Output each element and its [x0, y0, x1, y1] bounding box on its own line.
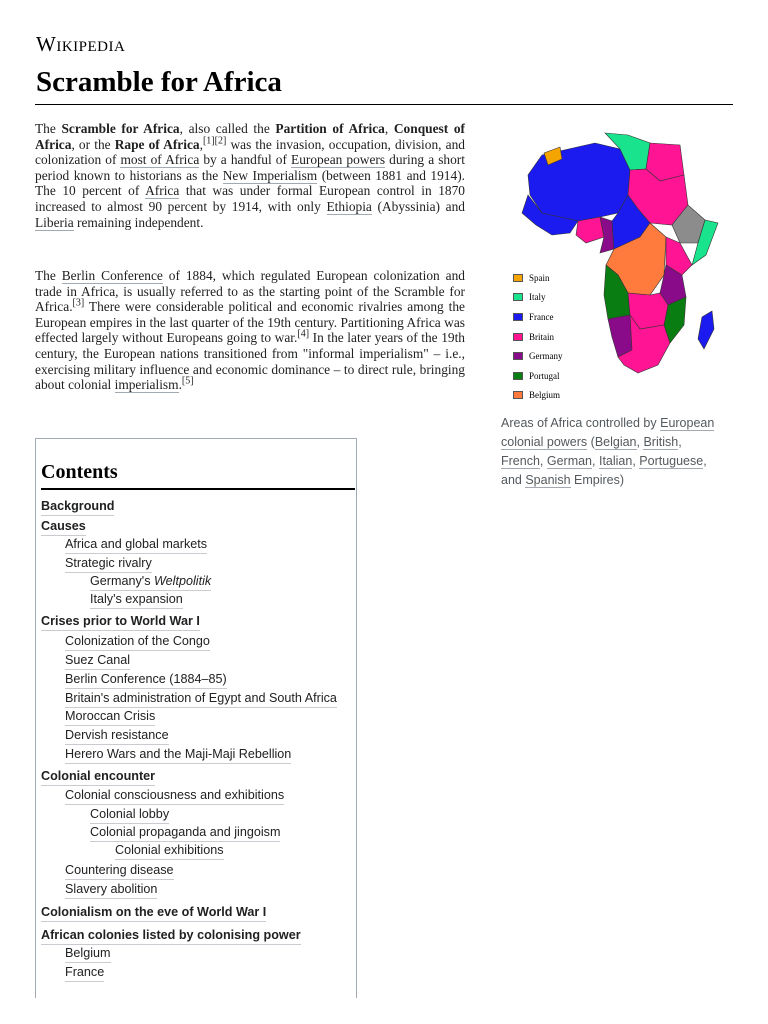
- text-run: .: [178, 377, 182, 393]
- legend-item: [513, 346, 563, 366]
- legend-label: Germany: [529, 351, 563, 362]
- text-run: , also called the: [179, 121, 276, 136]
- toc-item[interactable]: [41, 905, 266, 922]
- legend-swatch: [513, 372, 523, 380]
- legend-swatch: [513, 391, 523, 399]
- article-link[interactable]: Africa: [145, 183, 180, 199]
- text-run: of 1884, which regulated European colonization and trade in Africa, is usually referred to as the starting point of the Scramble for Africa.: [35, 268, 465, 315]
- article-link[interactable]: German: [546, 454, 593, 468]
- toc-item[interactable]: [90, 574, 211, 591]
- map-region-nigeria: [576, 217, 604, 243]
- legend-item: [513, 366, 563, 386]
- text-run: ,: [632, 454, 640, 468]
- toc-item[interactable]: [65, 537, 207, 554]
- legend-label: Italy: [529, 292, 546, 303]
- wikipedia-wordmark[interactable]: Wikipedia: [36, 32, 126, 56]
- text-run: ,: [678, 435, 682, 449]
- toc-item[interactable]: [65, 691, 337, 708]
- title-divider: [35, 104, 733, 105]
- toc-item-label: Causes: [41, 519, 86, 533]
- legend-item: [513, 386, 563, 406]
- citation-link[interactable]: [1]: [202, 135, 215, 147]
- text-run: , or the: [71, 136, 115, 152]
- text-run: Areas of Africa controlled by: [501, 416, 661, 430]
- toc-item-label: Herero Wars and the Maji-Maji Rebellion: [65, 747, 292, 761]
- toc-item-label: Colonial encounter: [41, 769, 156, 783]
- toc-item-label: Colonial exhibitions: [115, 843, 224, 857]
- toc-item-label: Colonial propaganda and jingoism: [90, 825, 281, 839]
- toc-item[interactable]: [65, 672, 227, 689]
- article-link[interactable]: Spanish: [525, 473, 571, 487]
- citation-link[interactable]: [2]: [214, 135, 227, 147]
- toc-item-label: Suez Canal: [65, 653, 131, 667]
- toc-item-label: Countering disease: [65, 863, 174, 877]
- bold-term: Partition of Africa: [275, 121, 385, 136]
- citation-link[interactable]: [3]: [72, 297, 85, 309]
- text-run: ,: [592, 454, 599, 468]
- article-link[interactable]: Italian: [598, 454, 633, 468]
- table-of-contents: [35, 438, 357, 998]
- toc-item[interactable]: [41, 614, 200, 631]
- legend-label: Belgium: [529, 390, 560, 401]
- toc-item-emphasis: Weltpolitik: [154, 574, 212, 588]
- toc-item[interactable]: [90, 592, 183, 609]
- toc-item[interactable]: [41, 499, 114, 516]
- legend-swatch: [513, 333, 523, 341]
- toc-item[interactable]: [65, 728, 169, 745]
- text-run: that was under formal European control in 1870 increased to almost 90 percent by 1914, with only: [35, 183, 465, 214]
- article-link[interactable]: Ethiopia: [326, 198, 372, 214]
- text-run: ,: [636, 435, 644, 449]
- toc-divider: [41, 488, 355, 490]
- legend-item: [513, 268, 563, 288]
- toc-item[interactable]: [65, 788, 284, 805]
- toc-item-label: Colonial lobby: [90, 807, 170, 821]
- toc-item[interactable]: [65, 653, 130, 670]
- figure-caption: [501, 414, 721, 490]
- toc-item-label: Germany's: [90, 574, 154, 588]
- toc-item-label: African colonies listed by colonising power: [41, 928, 301, 942]
- toc-item-label: Berlin Conference (1884–85): [65, 672, 227, 686]
- text-run: The: [35, 121, 62, 136]
- text-run: (between 1881 and 1914). The 10 percent of: [35, 167, 465, 199]
- toc-item-label: Italy's expansion: [90, 592, 183, 606]
- bold-term: Scramble for Africa: [61, 121, 180, 136]
- text-run: ,: [199, 136, 203, 152]
- article-link[interactable]: Liberia: [35, 214, 74, 230]
- toc-item-label: Belgium: [65, 946, 111, 960]
- map-region-sw-africa: [608, 315, 632, 357]
- legend-item: [513, 327, 563, 347]
- toc-item-label: Colonization of the Congo: [65, 634, 210, 648]
- toc-item[interactable]: [90, 807, 169, 824]
- legend-label: Portugal: [529, 370, 560, 381]
- text-run: In the later years of the 19th century, the European nations transitioned from "informal imperialism" – i.e., exercising military influence and economic dominance – to direct rule, bringing about colonial: [35, 330, 466, 393]
- bold-term: Conquest of Africa: [35, 121, 465, 152]
- toc-item[interactable]: [65, 863, 174, 880]
- toc-item[interactable]: [65, 965, 104, 982]
- toc-item[interactable]: [90, 825, 280, 842]
- toc-item-label: Background: [41, 499, 115, 513]
- text-run: (: [587, 435, 595, 449]
- toc-item-label: Strategic rivalry: [65, 556, 152, 570]
- intro-paragraph-1: [35, 121, 465, 230]
- toc-title: Contents: [41, 461, 118, 483]
- legend-swatch: [513, 293, 523, 301]
- text-run: The: [35, 268, 62, 283]
- toc-item[interactable]: [65, 709, 155, 726]
- toc-item[interactable]: [65, 747, 291, 764]
- text-run: Empires): [570, 473, 625, 487]
- toc-item-label: Britain's administration of Egypt and South Africa: [65, 691, 337, 705]
- article-link[interactable]: imperialism: [114, 377, 179, 393]
- map-region-france: [528, 143, 630, 221]
- citation-link[interactable]: [4]: [297, 328, 310, 340]
- map-legend: [513, 268, 563, 405]
- toc-item[interactable]: [41, 769, 155, 786]
- article-link[interactable]: New Imperialism: [222, 167, 318, 183]
- toc-item[interactable]: [41, 928, 301, 945]
- toc-item-label: Colonial consciousness and exhibitions: [65, 788, 285, 802]
- toc-item[interactable]: [65, 556, 152, 573]
- toc-item-label: Dervish resistance: [65, 728, 169, 742]
- legend-label: Britain: [529, 331, 554, 342]
- text-run: was the invasion, occupation, division, and colonization of: [35, 136, 465, 168]
- toc-item-label: Moroccan Crisis: [65, 709, 156, 723]
- toc-item-label: Slavery abolition: [65, 882, 158, 896]
- toc-item[interactable]: [65, 946, 111, 963]
- intro-paragraph-2: [35, 268, 465, 393]
- bold-term: Rape of Africa: [114, 136, 200, 152]
- legend-item: [513, 288, 563, 308]
- article-link[interactable]: most of Africa: [120, 152, 200, 168]
- legend-item: [513, 307, 563, 327]
- text-run: during a short period known to historians as the: [35, 152, 465, 183]
- article-link[interactable]: Belgian: [594, 435, 637, 449]
- text-run: , and: [501, 454, 707, 487]
- toc-item-label: France: [65, 965, 105, 979]
- toc-item[interactable]: [65, 634, 210, 651]
- article-link[interactable]: European colonial powers: [501, 416, 715, 449]
- legend-label: Spain: [529, 272, 550, 283]
- article-link[interactable]: French: [501, 454, 540, 468]
- article-link[interactable]: Berlin Conference: [61, 268, 163, 283]
- map-region-madagascar: [698, 311, 714, 349]
- legend-swatch: [513, 352, 523, 360]
- legend-label: France: [529, 311, 554, 322]
- toc-item[interactable]: [41, 519, 86, 536]
- toc-item-label: Crises prior to World War I: [41, 614, 200, 628]
- text-run: ,: [539, 454, 547, 468]
- toc-item-label: Africa and global markets: [65, 537, 208, 551]
- text-run: There were considerable political and economic rivalries among the European empires in the last quarter of the 19th century. Partitioning Africa was effected largely without Europeans going to war.: [35, 299, 465, 346]
- text-run: remaining independent.: [73, 214, 204, 230]
- citation-link[interactable]: [5]: [181, 375, 194, 387]
- text-run: ,: [384, 121, 394, 136]
- toc-item[interactable]: [65, 882, 157, 899]
- toc-item-label: Colonialism on the eve of World War I: [41, 905, 267, 919]
- text-run: (Abyssinia) and: [371, 198, 465, 214]
- text-run: by a handful of: [199, 152, 292, 168]
- article-link[interactable]: European powers: [291, 152, 386, 168]
- article-link[interactable]: British: [643, 435, 679, 449]
- legend-swatch: [513, 313, 523, 321]
- toc-item[interactable]: [115, 843, 224, 860]
- page-title: Scramble for Africa: [36, 66, 282, 98]
- legend-swatch: [513, 274, 523, 282]
- article-link[interactable]: Portuguese: [639, 454, 704, 468]
